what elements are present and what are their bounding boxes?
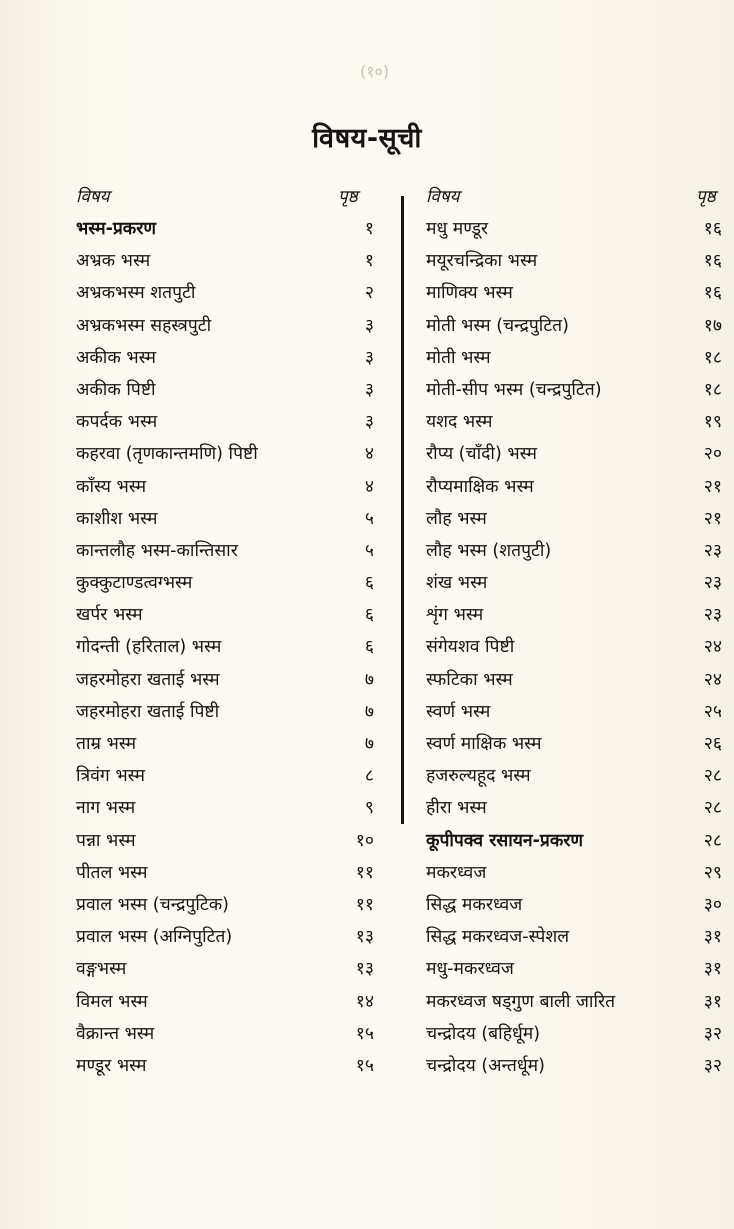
right-column-header: [426, 180, 734, 212]
entry-subject: शृंग भस्म: [426, 605, 484, 626]
entry-subject: माणिक्य भस्म: [426, 283, 513, 304]
right-column: [426, 180, 734, 1081]
toc-entry-row: [76, 437, 376, 469]
entry-page-number: ११: [355, 894, 374, 915]
toc-entry-row: [426, 695, 734, 727]
entry-subject: विमल भस्म: [76, 991, 148, 1012]
entry-subject: मण्डूर भस्म: [76, 1055, 147, 1076]
section-heading-row: [76, 212, 376, 244]
toc-entry-row: [76, 695, 376, 727]
toc-entry-row: [76, 405, 376, 437]
entry-page-number: १८: [703, 379, 722, 400]
toc-entry-row: [76, 502, 376, 534]
toc-entry-row: [76, 727, 376, 759]
entry-subject: स्फटिका भस्म: [426, 669, 513, 690]
entry-subject: अभ्रकभस्म सहस्त्रपुटी: [76, 315, 212, 336]
entry-subject: कहरवा (तृणकान्तमणि) पिष्टी: [76, 444, 258, 465]
toc-entry-row: [76, 952, 376, 984]
entry-page-number: ५: [364, 540, 374, 561]
entry-subject: काँस्य भस्म: [76, 476, 147, 497]
entry-subject: गोदन्ती (हरिताल) भस्म: [76, 637, 222, 658]
entry-subject: पीतल भस्म: [76, 862, 148, 883]
toc-entry-row: [426, 1017, 734, 1049]
entry-page-number: ३: [364, 315, 374, 336]
entry-page-number: ४: [364, 444, 374, 465]
entry-page-number: १४: [355, 991, 374, 1012]
entry-subject: हजरुल्यहूद भस्म: [426, 766, 531, 787]
left-entries: [76, 212, 376, 1081]
entry-subject: यशद भस्म: [426, 412, 493, 433]
toc-entry-row: [76, 630, 376, 662]
entry-page-number: ६: [364, 605, 374, 626]
entry-page-number: ७: [364, 669, 374, 690]
toc-entry-row: [426, 1049, 734, 1081]
entry-page-number: २१: [703, 476, 722, 497]
entry-page-number: २३: [703, 540, 722, 561]
entry-page-number: ८: [364, 766, 374, 787]
page-title: विषय-सूची: [312, 123, 422, 154]
entry-subject: चन्द्रोदय (बहिर्धूम): [426, 1023, 541, 1044]
toc-entry-row: [426, 727, 734, 759]
entry-subject: मोती-सीप भस्म (चन्द्रपुटित): [426, 379, 602, 400]
entry-subject: शंख भस्म: [426, 573, 488, 594]
entry-subject: ताम्र भस्म: [76, 734, 137, 754]
entry-subject: कपर्दक भस्म: [76, 412, 158, 433]
entry-page-number: २३: [703, 573, 722, 594]
entry-page-number: १: [364, 251, 374, 272]
entry-subject: मधु मण्डूर: [426, 219, 489, 239]
entry-subject: हीरा भस्म: [426, 798, 487, 819]
subject-header: विषय: [426, 187, 460, 207]
entry-page-number: १५: [355, 1055, 374, 1076]
entry-page-number: १: [364, 219, 374, 239]
entry-page-number: १६: [703, 219, 722, 239]
entry-page-number: ३०: [703, 894, 722, 915]
entry-page-number: ७: [364, 701, 374, 722]
entry-subject: मयूरचन्द्रिका भस्म: [426, 251, 538, 272]
toc-entry-row: [426, 470, 734, 502]
entry-page-number: १३: [355, 959, 374, 980]
entry-page-number: ३२: [703, 1055, 722, 1076]
page-header: पृष्ठ: [338, 187, 358, 207]
entry-page-number: २६: [703, 734, 722, 754]
entry-subject: मोती भस्म: [426, 347, 491, 368]
entry-subject: नाग भस्म: [76, 798, 136, 819]
entry-page-number: ६: [364, 573, 374, 594]
entry-page-number: २३: [703, 605, 722, 626]
entry-page-number: ६: [364, 637, 374, 658]
entry-subject: जहरमोहरा खताई भस्म: [76, 669, 220, 690]
toc-entry-row: [426, 630, 734, 662]
entry-page-number: २८: [703, 798, 722, 819]
toc-entry-row: [76, 566, 376, 598]
entry-page-number: २९: [703, 862, 722, 883]
entry-subject: मकरध्वज: [426, 862, 487, 883]
toc-entry-row: [426, 534, 734, 566]
entry-page-number: ३१: [703, 959, 722, 980]
entry-page-number: ३: [364, 412, 374, 433]
entry-subject: पन्ना भस्म: [76, 830, 136, 851]
entry-page-number: १९: [703, 412, 722, 433]
toc-entry-row: [426, 309, 734, 341]
toc-entry-row: [76, 1049, 376, 1081]
entry-page-number: २४: [703, 669, 722, 690]
entry-page-number: ३२: [703, 1023, 722, 1044]
entry-subject: अकीक पिष्टी: [76, 379, 156, 400]
entry-page-number: ११: [355, 862, 374, 883]
entry-page-number: २५: [703, 701, 722, 722]
entry-subject: मधु-मकरध्वज: [426, 959, 514, 980]
entry-page-number: २४: [703, 637, 722, 658]
entry-subject: त्रिवंग भस्म: [76, 766, 145, 787]
entry-subject: खर्पर भस्म: [76, 605, 143, 626]
entry-subject: कान्तलौह भस्म-कान्तिसार: [76, 540, 238, 561]
toc-entry-row: [76, 276, 376, 308]
entry-subject: कुक्कुटाण्डत्वग्भस्म: [76, 573, 193, 594]
toc-entry-row: [426, 888, 734, 920]
toc-entry-row: [426, 373, 734, 405]
section-heading: कूपीपक्व रसायन-प्रकरण: [426, 830, 584, 851]
entry-subject: सिद्ध मकरध्वज-स्पेशल: [426, 927, 570, 948]
entry-subject: अभ्रकभस्म शतपुटी: [76, 283, 196, 304]
entry-page-number: ९: [364, 798, 374, 819]
entry-page-number: ७: [364, 734, 374, 754]
entry-subject: मकरध्वज षड्गुण बाली जारित: [426, 991, 616, 1012]
left-column: [76, 180, 376, 1081]
entry-subject: सिद्ध मकरध्वज: [426, 894, 523, 915]
toc-entry-row: [76, 373, 376, 405]
right-entries: [426, 212, 734, 1081]
page-header: पृष्ठ: [696, 187, 716, 207]
toc-entry-row: [426, 920, 734, 952]
toc-entry-row: [76, 759, 376, 791]
toc-entry-row: [426, 856, 734, 888]
entry-page-number: १८: [703, 347, 722, 368]
toc-entry-row: [426, 244, 734, 276]
toc-entry-row: [76, 791, 376, 823]
entry-page-number: १३: [355, 927, 374, 948]
toc-entry-row: [426, 212, 734, 244]
toc-entry-row: [76, 470, 376, 502]
entry-page-number: २८: [703, 766, 722, 787]
toc-entry-row: [76, 341, 376, 373]
entry-subject: काशीश भस्म: [76, 508, 158, 529]
toc-entry-row: [426, 502, 734, 534]
entry-page-number: ५: [364, 508, 374, 529]
toc-entry-row: [76, 309, 376, 341]
entry-subject: प्रवाल भस्म (चन्द्रपुटिक): [76, 894, 229, 915]
toc-entry-row: [426, 598, 734, 630]
toc-entry-row: [76, 920, 376, 952]
toc-entry-row: [426, 791, 734, 823]
entry-page-number: १७: [703, 315, 722, 336]
entry-page-number: २: [364, 283, 374, 304]
toc-entry-row: [76, 534, 376, 566]
entry-page-number: १६: [703, 251, 722, 272]
entry-subject: चन्द्रोदय (अन्तर्धूम): [426, 1055, 545, 1076]
entry-page-number: १५: [355, 1023, 374, 1044]
entry-subject: प्रवाल भस्म (अग्निपुटित): [76, 927, 233, 948]
toc-entry-row: [426, 952, 734, 984]
entry-subject: स्वर्ण भस्म: [426, 701, 491, 722]
entry-subject: रौप्यमाक्षिक भस्म: [426, 476, 534, 497]
toc-entry-row: [76, 856, 376, 888]
entry-subject: रौप्य (चाँदी) भस्म: [426, 444, 537, 465]
toc-entry-row: [426, 566, 734, 598]
toc-entry-row: [426, 405, 734, 437]
toc-entry-row: [426, 663, 734, 695]
entry-page-number: ३१: [703, 927, 722, 948]
entry-subject: मोती भस्म (चन्द्रपुटित): [426, 315, 569, 336]
toc-entry-row: [426, 759, 734, 791]
entry-page-number: २०: [703, 444, 722, 465]
toc-entry-row: [76, 888, 376, 920]
entry-page-number: ४: [364, 476, 374, 497]
entry-subject: संगेयशव पिष्टी: [426, 637, 515, 658]
entry-page-number: २८: [703, 830, 722, 851]
toc-entry-row: [76, 824, 376, 856]
toc-entry-row: [426, 985, 734, 1017]
toc-entry-row: [76, 244, 376, 276]
toc-entry-row: [426, 341, 734, 373]
entry-subject: जहरमोहरा खताई पिष्टी: [76, 701, 220, 722]
left-column-header: [76, 180, 376, 212]
entry-subject: अकीक भस्म: [76, 347, 156, 368]
entry-subject: लौह भस्म (शतपुटी): [426, 540, 552, 561]
entry-subject: लौह भस्म: [426, 508, 487, 529]
entry-page-number: ३: [364, 347, 374, 368]
entry-page-number: ३: [364, 379, 374, 400]
entry-page-number: २१: [703, 508, 722, 529]
toc-entry-row: [426, 276, 734, 308]
toc-entry-row: [426, 437, 734, 469]
entry-subject: वैक्रान्त भस्म: [76, 1023, 155, 1044]
entry-page-number: १६: [703, 283, 722, 304]
column-divider: [401, 196, 404, 824]
page-number: (१०): [360, 62, 390, 81]
toc-entry-row: [76, 1017, 376, 1049]
entry-subject: स्वर्ण माक्षिक भस्म: [426, 734, 542, 754]
toc-entry-row: [76, 663, 376, 695]
toc-entry-row: [76, 598, 376, 630]
entry-page-number: १०: [355, 830, 374, 851]
section-heading: भस्म-प्रकरण: [76, 219, 157, 239]
entry-subject: अभ्रक भस्म: [76, 251, 151, 272]
subject-header: विषय: [76, 187, 110, 207]
toc-entry-row: [76, 985, 376, 1017]
section-heading-row: [426, 824, 734, 856]
entry-subject: वङ्गभस्म: [76, 959, 127, 980]
entry-page-number: ३१: [703, 991, 722, 1012]
